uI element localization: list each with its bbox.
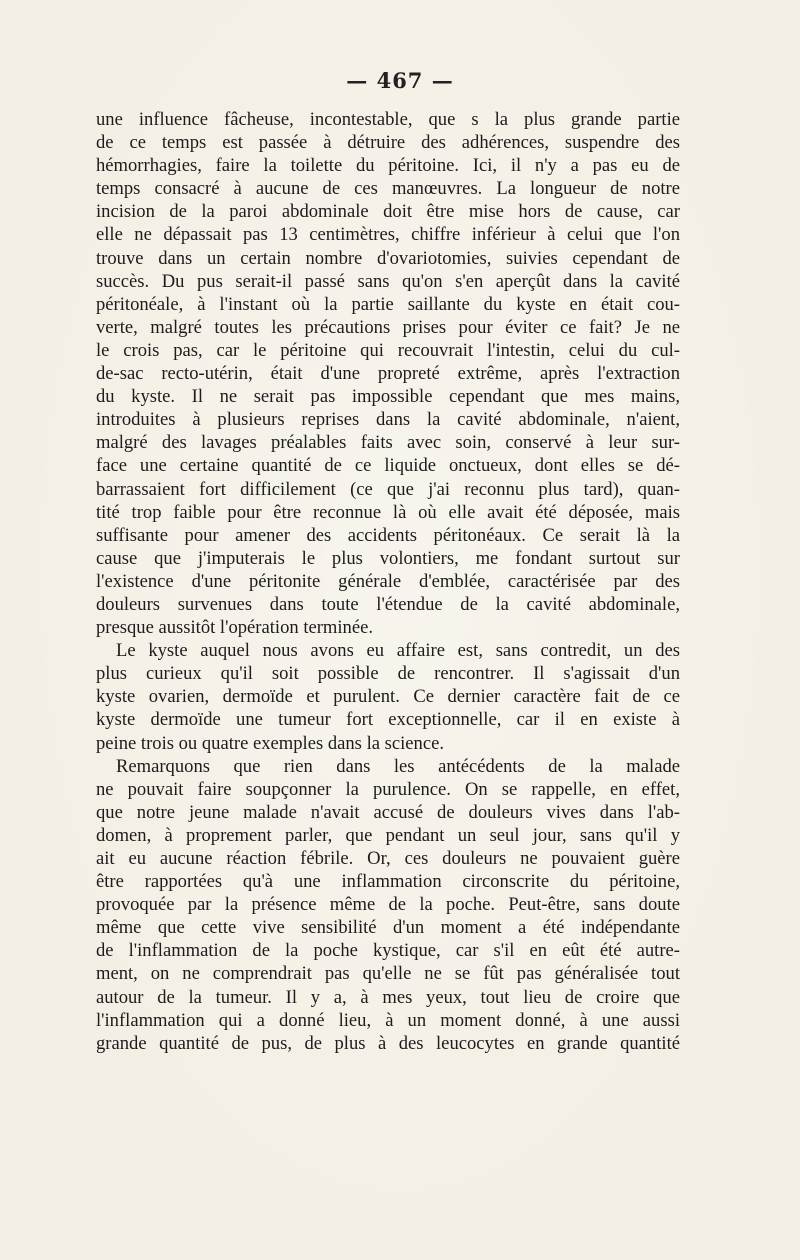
- text-line: Le kyste auquel nous avons eu affaire est, sans contredit, un des: [116, 640, 680, 662]
- text-line: plus curieux qu'il soit possible de rencontrer. Il s'agissait d'un: [96, 663, 680, 685]
- text-line: ait eu aucune réaction fébrile. Or, ces douleurs ne pouvaient guère: [96, 848, 680, 869]
- text-line: de l'inflammation de la poche kystique, car s'il en eût été autre-: [96, 940, 680, 962]
- text-line: autour de la tumeur. Il y a, à mes yeux, tout lieu de croire que: [96, 986, 680, 1008]
- text-line: l'inflammation qui a donné lieu, à un moment donné, à une aussi: [96, 1009, 680, 1031]
- text-line: verte, malgré toutes les précautions prises pour éviter ce fait? Je ne: [96, 316, 680, 338]
- text-line: face une certaine quantité de ce liquide onctueux, dont elles se dé-: [96, 455, 680, 477]
- text-line: de-sac recto-utérin, était d'une propreté extrême, après l'extraction: [96, 363, 680, 385]
- text-line: suffisante pour amener des accidents péritonéaux. Ce serait là la: [96, 524, 680, 546]
- text-line: tité trop faible pour être reconnue là où elle avait été déposée, mais: [96, 501, 680, 523]
- text-line: trouve dans un certain nombre d'ovariotomies, suivies cependant de: [96, 247, 680, 269]
- text-line: que notre jeune malade n'avait accusé de douleurs vives dans l'ab-: [96, 801, 680, 823]
- page-number: — 467 —: [346, 68, 454, 93]
- text-line: être rapportées qu'à une inflammation circonscrite du péritoine,: [96, 871, 680, 893]
- text-line: temps consacré à aucune de ces manœuvres. La longueur de notre: [96, 178, 680, 200]
- text-line: ment, on ne comprendrait pas qu'elle ne se fût pas généralisée tout: [96, 963, 680, 985]
- text-line: cause que j'imputerais le plus volontiers, me fondant surtout sur: [96, 547, 680, 569]
- text-line: peine trois ou quatre exemples dans la science.: [96, 732, 444, 754]
- body-text: [96, 108, 680, 1055]
- text-line: grande quantité de pus, de plus à des leucocytes en grande quantité: [96, 1032, 680, 1054]
- text-line: succès. Du pus serait-il passé sans qu'on s'en aperçût dans la cavité: [96, 270, 680, 292]
- text-line: du kyste. Il ne serait pas impossible cependant que mes mains,: [96, 386, 680, 408]
- text-line: une influence fâcheuse, incontestable, que s la plus grande partie: [96, 109, 680, 130]
- text-line: domen, à proprement parler, que pendant un seul jour, sans qu'il y: [96, 824, 680, 846]
- text-line: l'existence d'une péritonite générale d'emblée, caractérisée par des: [96, 570, 680, 592]
- text-line: barrassaient fort difficilement (ce que j'ai reconnu plus tard), quan-: [96, 478, 680, 500]
- text-line: introduites à plusieurs reprises dans la cavité abdominale, n'aient,: [96, 409, 680, 431]
- text-line: malgré des lavages préalables faits avec soin, conservé à leur sur-: [96, 432, 680, 454]
- text-line: elle ne dépassait pas 13 centimètres, chiffre inférieur à celui que l'on: [96, 224, 680, 246]
- text-line: kyste ovarien, dermoïde et purulent. Ce dernier caractère fait de ce: [96, 686, 680, 708]
- text-line: Remarquons que rien dans les antécédents de la malade: [116, 755, 680, 777]
- text-line: de ce temps est passée à détruire des adhérences, suspendre des: [96, 132, 680, 154]
- text-line: incision de la paroi abdominale doit être mise hors de cause, car: [96, 201, 680, 223]
- text-line: ne pouvait faire soupçonner la purulence. On se rappelle, en effet,: [96, 778, 680, 800]
- text-line: même que cette vive sensibilité d'un moment a été indépendante: [96, 917, 680, 939]
- text-line: douleurs survenues dans toute l'étendue de la cavité abdominale,: [96, 593, 680, 615]
- text-line: péritonéale, à l'instant où la partie saillante du kyste en était cou-: [96, 293, 680, 315]
- text-line: hémorrhagies, faire la toilette du péritoine. Ici, il n'y a pas eu de: [96, 155, 680, 177]
- text-line: kyste dermoïde une tumeur fort exceptionnelle, car il en existe à: [96, 709, 680, 731]
- text-line: provoquée par la présence même de la poche. Peut-être, sans doute: [96, 894, 680, 916]
- text-line: le crois pas, car le péritoine qui recouvrait l'intestin, celui du cul-: [96, 339, 680, 361]
- text-line: presque aussitôt l'opération terminée.: [96, 617, 374, 639]
